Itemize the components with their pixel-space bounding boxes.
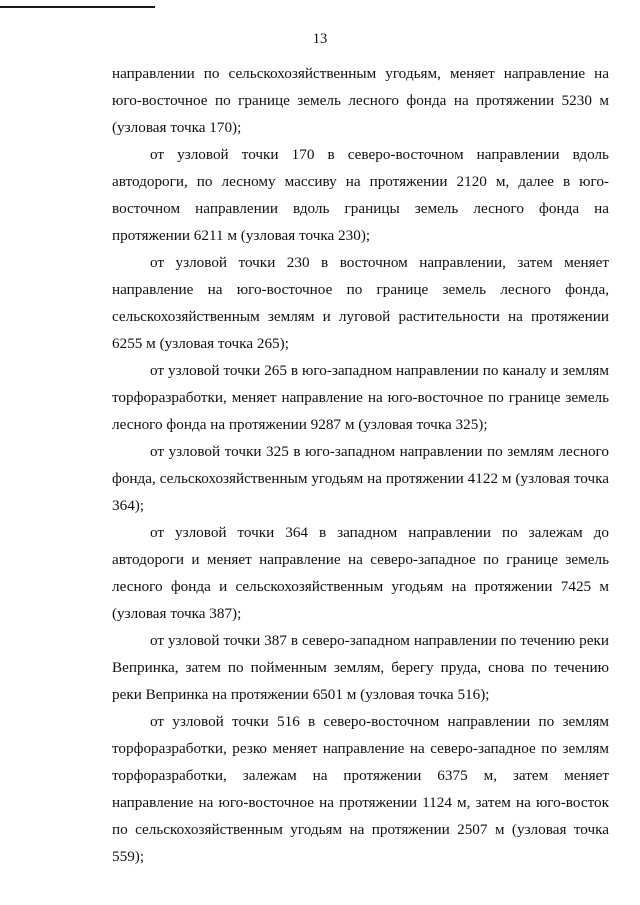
scan-edge-mark	[0, 6, 155, 8]
page-number: 13	[312, 31, 328, 47]
paragraph: от узловой точки 364 в западном направлении по залежам до автодороги и меняет направление на северо-западное по границе земель лесного фонда и сельскохозяйственным угодьям на протяжении 7425 м (узловая точка 387);	[112, 524, 609, 622]
paragraph: от узловой точки 387 в северо-западном направлении по течению реки Вепринка, затем по пойменным землям, берегу пруда, снова по течению реки Вепринка на протяжении 6501 м (узловая точка 516);	[112, 632, 609, 703]
paragraph: от узловой точки 325 в юго-западном направлении по землям лесного фонда, сельскохозяйственным угодьям на протяжении 4122 м (узловая точка 364);	[112, 443, 609, 514]
paragraph: от узловой точки 170 в северо-восточном направлении вдоль автодороги, по лесному массиву на протяжении 2120 м, далее в юго-восточном направлении вдоль границы земель лесного фонда на протяжении 6211 м (узловая точка 230);	[112, 146, 609, 244]
paragraph: от узловой точки 230 в восточном направлении, затем меняет направление на юго-восточное по границе земель лесного фонда, сельскохозяйственным землям и луговой растительности на протяжении 6255 м (узловая точка 265);	[112, 254, 609, 352]
document-body	[112, 60, 609, 870]
paragraph: от узловой точки 516 в северо-восточном направлении по землям торфоразработки, резко меняет направление на северо-западное по землям торфоразработки, залежам на протяжении 6375 м, затем меняет направление на юго-восточное на протяжении 1124 м, затем на юго-восток по сельскохозяйственным угодьям на протяжении 2507 м (узловая точка 559);	[112, 713, 609, 865]
paragraph: направлении по сельскохозяйственным угодьям, меняет направление на юго-восточное по границе земель лесного фонда на протяжении 5230 м (узловая точка 170);	[112, 65, 609, 136]
paragraph: от узловой точки 265 в юго-западном направлении по каналу и землям торфоразработки, меняет направление на юго-восточное по границе земель лесного фонда на протяжении 9287 м (узловая точка 325);	[112, 362, 609, 433]
